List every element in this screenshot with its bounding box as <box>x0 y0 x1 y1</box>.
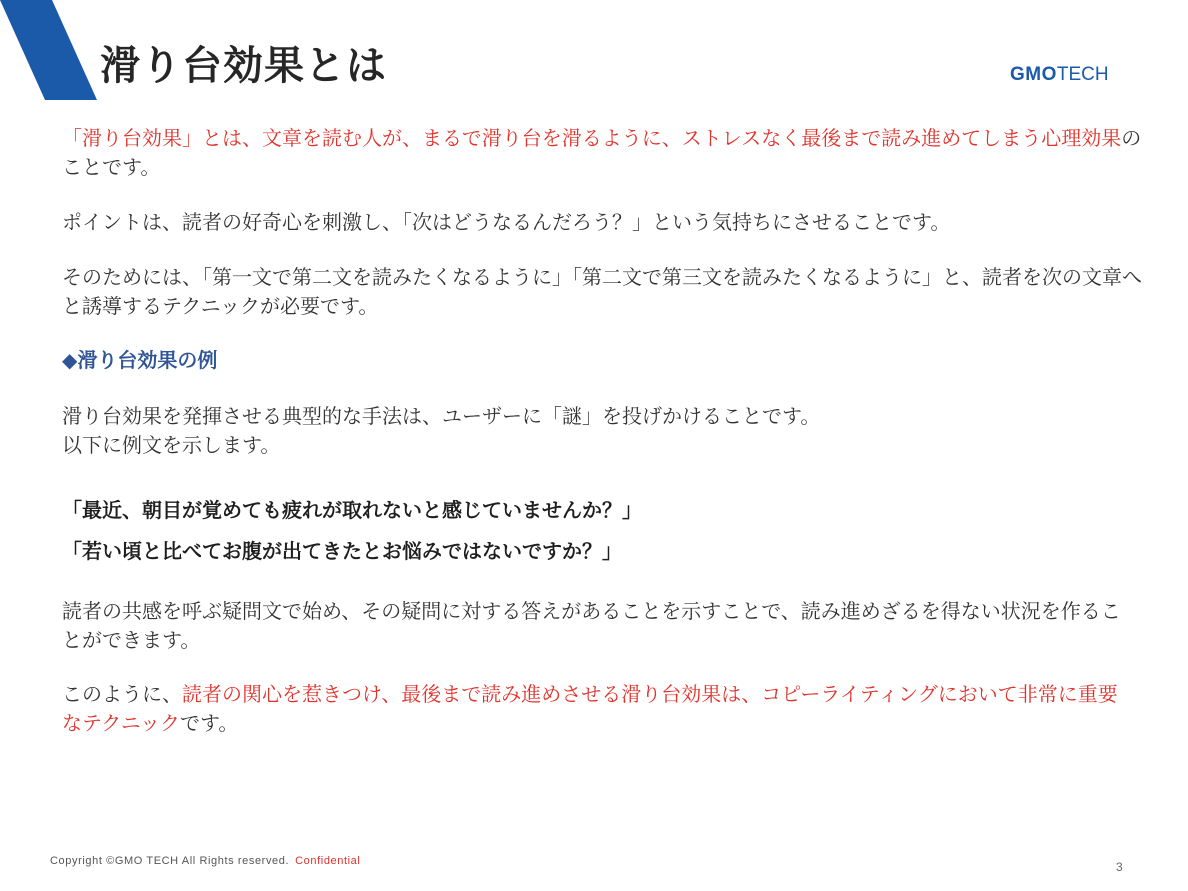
technique-paragraph: そのためには、「第一文で第二文を読みたくなるように」「第二文で第三文を読みたくなるように」と、読者を次の文章へと誘導するテクニックが必要です。 <box>62 265 1142 318</box>
copyright-text: Copyright ©GMO TECH All Rights reserved. <box>50 855 290 867</box>
logo-gmo-text: GMO <box>1010 64 1057 85</box>
conclusion-paragraph <box>62 680 1132 738</box>
conclusion-start: このように、 <box>62 682 182 706</box>
explanation-paragraph: 読者の共感を呼ぶ疑問文で始め、その疑問に対する答えがあることを示すことで、読み進めざるを得ない状況を作ることができます。 <box>62 599 1121 652</box>
confidential-label: Confidential <box>295 855 361 867</box>
definition-highlight: 「滑り台効果」とは、文章を読む人が、まるで滑り台を滑るように、ストレスなく最後まで読み進めてしまう心理効果 <box>62 126 1122 150</box>
definition-paragraph <box>62 124 1142 182</box>
gmo-tech-logo <box>1010 62 1109 88</box>
example-sentence-1: 「最近、朝目が覚めても疲れが取れないと感じていませんか？」 <box>62 498 642 522</box>
point-paragraph: ポイントは、読者の好奇心を刺激し、「次はどうなるんだろう？」という気持ちにさせることです。 <box>62 210 951 234</box>
example-sentence-2: 「若い頃と比べてお腹が出てきたとお悩みではないですか？」 <box>62 539 622 563</box>
footer-copyright <box>50 855 360 867</box>
definition-tail: のことです。 <box>62 126 1142 179</box>
conclusion-highlight: 読者の関心を惹きつけ、最後まで読み進めさせる滑り台効果は、コピーライティングにおいて非常に重要なテクニック <box>62 682 1118 735</box>
method-paragraph <box>62 402 1142 460</box>
method-line-1: 滑り台効果を発揮させる典型的な手法は、ユーザーに「謎」を投げかけることです。 <box>62 404 821 428</box>
logo-tech-text: TECH <box>1056 64 1109 85</box>
conclusion-end: です。 <box>180 711 239 735</box>
section-heading-examples: ◆滑り台効果の例 <box>62 348 218 372</box>
page-title: 滑り台効果とは <box>100 43 387 89</box>
method-line-2: 以下に例文を示します。 <box>62 433 281 457</box>
title-accent-bar <box>0 0 100 100</box>
page-number: 3 <box>1116 860 1123 874</box>
